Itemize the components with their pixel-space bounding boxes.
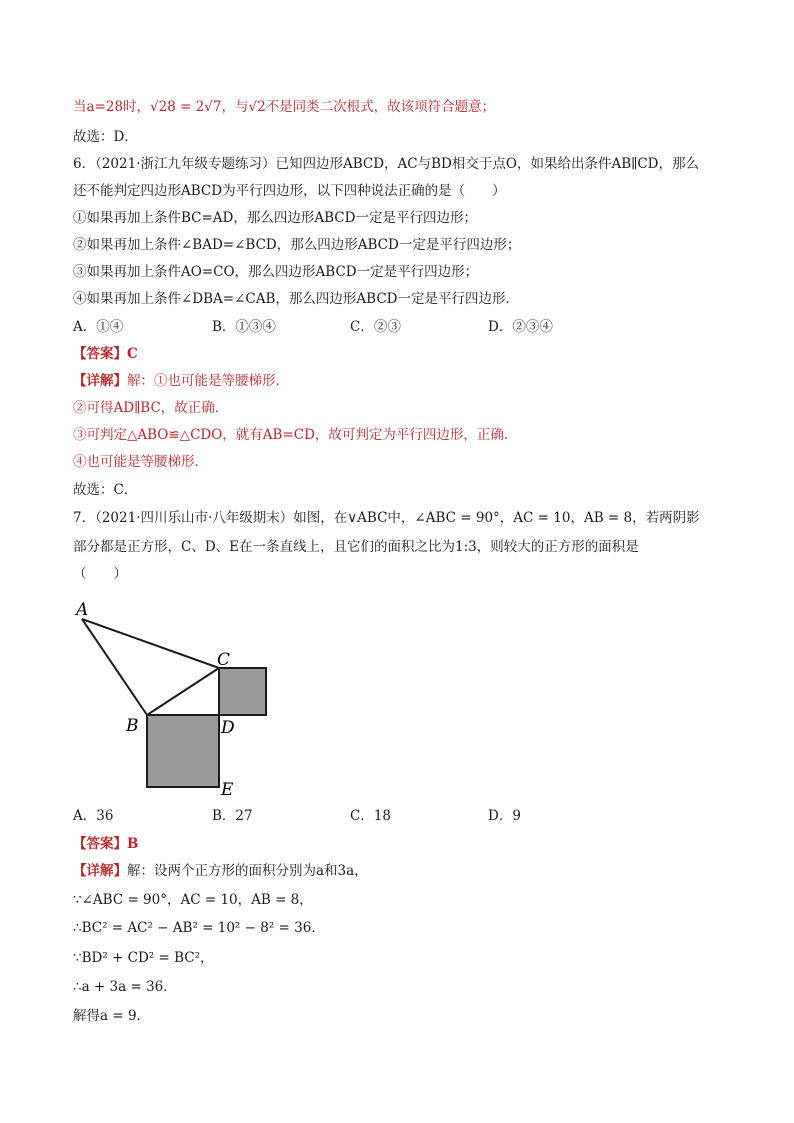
question-6-statement-4: ④如果再加上条件∠DBA=∠CAB，那么四边形ABCD一定是平行四边形． bbox=[73, 291, 520, 307]
explanation-text: 解：设两个正方形的面积分别为a和3a， bbox=[127, 863, 368, 879]
q7-option-b: B．27 bbox=[212, 808, 253, 824]
q7-option-d: D．9 bbox=[488, 808, 521, 824]
segment-ac bbox=[82, 619, 219, 668]
q7-step-1: ∵∠ABC = 90°，AC = 10，AB = 8， bbox=[73, 892, 313, 908]
question-7-stem-3: （ ） bbox=[73, 566, 127, 582]
question-6-statement-3: ③如果再加上条件AO=CO，那么四边形ABCD一定是平行四边形； bbox=[73, 264, 479, 280]
label-b: B bbox=[126, 716, 139, 736]
text-line-1: 当a=28时，√28 = 2√7，与√2不是同类二次根式，故该项符合题意； bbox=[73, 99, 496, 115]
q7-option-a: A．36 bbox=[73, 808, 114, 824]
q6-answer: 【答案】C bbox=[73, 346, 138, 362]
q7-step-3: ∵BD² + CD² = BC²， bbox=[73, 950, 214, 966]
q7-option-c: C．18 bbox=[350, 808, 392, 824]
q6-option-b: B．①③④ bbox=[212, 319, 276, 335]
q6-option-d: D．②③④ bbox=[488, 319, 553, 335]
text-line-2: 故选：D． bbox=[73, 129, 138, 145]
question-6-statement-2: ②如果再加上条件∠BAD=∠BCD，那么四边形ABCD一定是平行四边形； bbox=[73, 237, 521, 253]
q6-explanation-2: ②可得AD∥BC，故正确． bbox=[73, 400, 229, 416]
q6-option-c: C．②③ bbox=[350, 319, 401, 335]
geometry-figure bbox=[70, 595, 290, 805]
question-6-stem-1: 6．（2021·浙江九年级专题练习）已知四边形ABCD，AC与BD相交于点O，如果给出条件AB∥CD，那么 bbox=[73, 156, 700, 172]
q6-option-a: A．①④ bbox=[73, 319, 124, 335]
segment-bc bbox=[147, 668, 219, 715]
q7-answer: 【答案】B bbox=[73, 836, 139, 852]
q6-explanation-4: ④也可能是等腰梯形． bbox=[73, 454, 208, 470]
q7-step-4: ∴a + 3a = 36． bbox=[73, 979, 177, 995]
q6-explanation-3: ③可判定△ABO≌△CDO，就有AB=CD，故可判定为平行四边形，正确． bbox=[73, 427, 518, 443]
small-square bbox=[219, 668, 266, 715]
label-e: E bbox=[221, 780, 234, 800]
label-c: C bbox=[217, 650, 231, 670]
question-7-stem-2: 部分都是正方形，C、D、E在一条直线上，且它们的面积之比为1:3，则较大的正方形的面积是 bbox=[73, 539, 639, 555]
q7-explanation-1 bbox=[73, 862, 368, 880]
q6-conclusion: 故选：C． bbox=[73, 482, 138, 498]
question-6-statement-1: ①如果再加上条件BC=AD，那么四边形ABCD一定是平行四边形； bbox=[73, 210, 477, 226]
question-7-stem-1: 7．（2021·四川乐山市·八年级期末）如图，在∨ABC中，∠ABC = 90°，AC = 10，AB = 8，若两阴影 bbox=[73, 510, 700, 526]
q6-explanation-1 bbox=[73, 372, 289, 390]
segment-ab bbox=[82, 619, 147, 715]
q7-step-5: 解得a = 9． bbox=[73, 1008, 151, 1024]
label-a: A bbox=[76, 600, 89, 620]
label-d: D bbox=[221, 718, 235, 738]
large-square bbox=[147, 715, 219, 787]
q7-step-2: ∴BC² = AC² − AB² = 10² − 8² = 36． bbox=[73, 920, 325, 936]
explanation-tag: 【详解】 bbox=[73, 863, 127, 879]
explanation-tag: 【详解】 bbox=[73, 373, 127, 389]
question-6-stem-2: 还不能判定四边形ABCD为平行四边形，以下四种说法正确的是（ ） bbox=[73, 183, 506, 199]
explanation-text: 解：①也可能是等腰梯形． bbox=[127, 373, 289, 389]
